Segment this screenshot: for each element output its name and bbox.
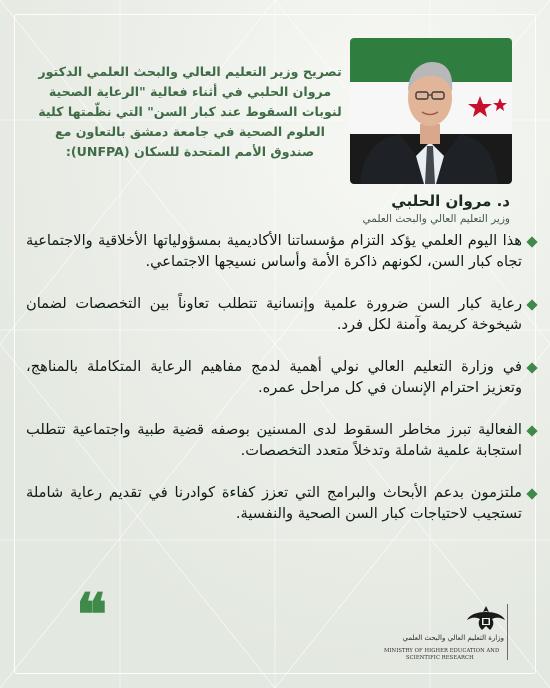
intro-line: لنوبات السقوط عند كبار السن" التي نظّمتها كلية	[38, 104, 342, 119]
ministry-name-arabic: وزارة التعليم العالي والبحث العلمي	[402, 634, 504, 642]
bullet-text: الفعالية تبرز مخاطر السقوط لدى المسنين بوصفه قضية طبية واجتماعية تتطلب استجابة علمية شاملة وتدخلاً متعدد التخصصات.	[26, 421, 522, 459]
ministry-name-english: SCIENTIFIC RESEARCH	[406, 655, 474, 661]
bullet-text: في وزارة التعليم العالي نولي أهمية لدمج مفاهيم الرعاية المتكاملة بالمناهج، وتعزيز احترام الإنسان في كل مراحل عمره.	[26, 358, 522, 396]
eagle-emblem-icon	[466, 604, 506, 632]
intro-line: العلوم الصحية في جامعة دمشق بالتعاون مع	[55, 124, 325, 139]
quote-icon: ❝	[76, 581, 108, 649]
list-item	[26, 356, 536, 398]
statement-list	[26, 230, 536, 545]
list-item	[26, 482, 536, 524]
bullet-text: رعاية كبار السن ضرورة علمية وإنسانية تتطلب تعاوناً بين التخصصات لضمان شيخوخة كريمة وآمنة لكل فرد.	[26, 295, 522, 333]
ministry-logo	[384, 604, 524, 664]
diamond-bullet-icon	[526, 236, 537, 247]
ministry-name-english: MINISTRY OF HIGHER EDUCATION AND	[384, 648, 500, 654]
intro-line: تصريح وزير التعليم العالي والبحث العلمي الدكتور	[38, 64, 342, 79]
list-item	[26, 293, 536, 335]
diamond-bullet-icon	[526, 362, 537, 373]
intro-statement	[35, 62, 345, 162]
diamond-bullet-icon	[526, 488, 537, 499]
list-item	[26, 230, 536, 272]
speaker-name: د. مروان الحلبي	[391, 192, 510, 210]
bullet-text: هذا اليوم العلمي يؤكد التزام مؤسساتنا الأكاديمية بمسؤولياتها الأخلاقية والاجتماعية تجاه كبار السن، لكونهم ذاكرة الأمة وأساس نسيجها الاجتماعي.	[26, 232, 522, 270]
speaker-photo	[350, 38, 512, 184]
speaker-role: وزير التعليم العالي والبحث العلمي	[362, 213, 510, 225]
intro-line: صندوق الأمم المتحدة للسكان (UNFPA):	[65, 144, 315, 159]
bullet-text: ملتزمون بدعم الأبحاث والبرامج التي تعزز كفاءة كوادرنا في تقديم رعاية شاملة تستجيب لاحتياجات كبار السن الصحية والنفسية.	[26, 484, 522, 522]
list-item	[26, 419, 536, 461]
diamond-bullet-icon	[526, 425, 537, 436]
diamond-bullet-icon	[526, 299, 537, 310]
intro-line: مروان الحلبي في أثناء فعالية "الرعاية الصحية	[48, 84, 332, 99]
